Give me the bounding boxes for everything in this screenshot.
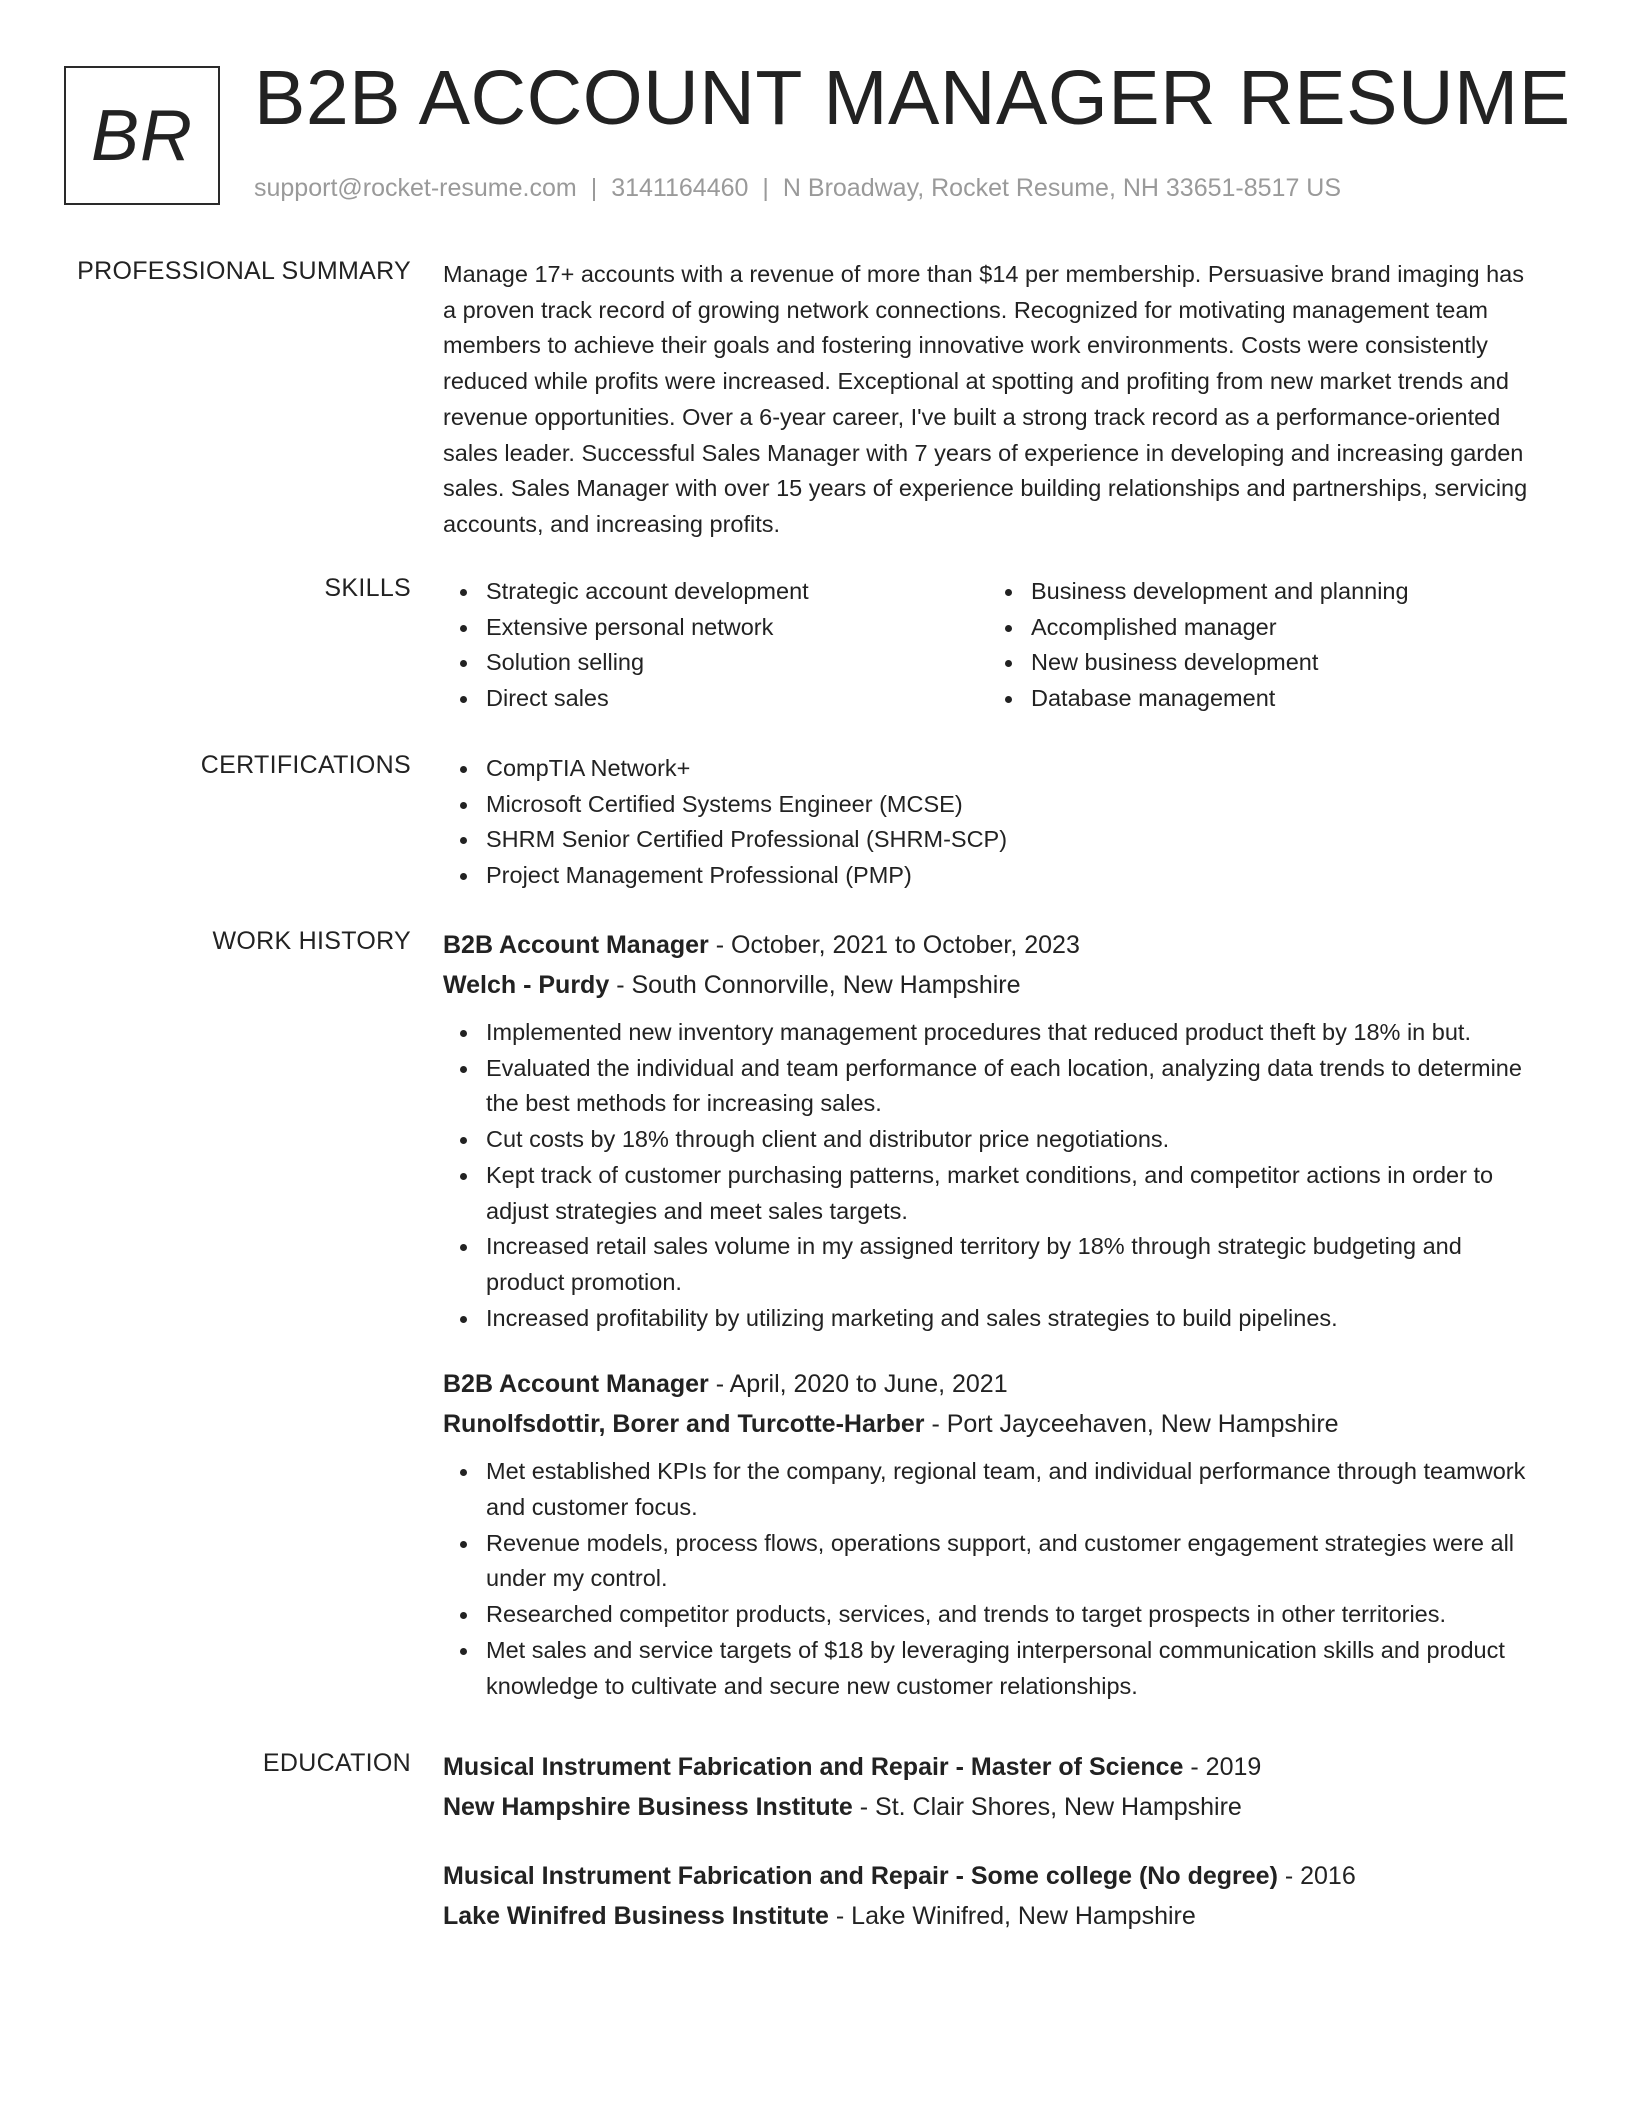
certifications-list xyxy=(443,751,1533,894)
section-heading: SKILLS xyxy=(324,574,411,602)
job-entry xyxy=(443,925,1533,1336)
job-bullet: Kept track of customer purchasing patterns, market conditions, and competitor actions in order to adjust strategies and meet sales targets. xyxy=(443,1158,1533,1229)
skill-item: New business development xyxy=(988,645,1533,681)
education-entry xyxy=(443,1747,1533,1827)
certification-item: Microsoft Certified Systems Engineer (MCSE) xyxy=(443,787,1533,823)
section-heading: CERTIFICATIONS xyxy=(200,751,411,779)
job-title-line xyxy=(443,1364,1533,1404)
job-bullets xyxy=(443,1454,1533,1704)
skill-item: Solution selling xyxy=(443,645,988,681)
certification-item: CompTIA Network+ xyxy=(443,751,1533,787)
skills-body xyxy=(443,574,1533,717)
certification-item: Project Management Professional (PMP) xyxy=(443,858,1533,894)
education-school: Lake Winifred Business Institute xyxy=(443,1902,829,1930)
certifications-body xyxy=(443,751,1533,894)
contact-email: support@rocket-resume.com xyxy=(254,174,577,202)
work-history-body xyxy=(443,925,1533,1704)
education-school-line xyxy=(443,1896,1533,1936)
certification-item: SHRM Senior Certified Professional (SHRM-SCP) xyxy=(443,822,1533,858)
job-bullet: Met established KPIs for the company, regional team, and individual performance through teamwork and customer focus. xyxy=(443,1454,1533,1525)
job-company: Runolfsdottir, Borer and Turcotte-Harber xyxy=(443,1410,925,1439)
skill-item: Accomplished manager xyxy=(988,610,1533,646)
skills-column-right xyxy=(988,574,1533,717)
section-heading: PROFESSIONAL SUMMARY xyxy=(77,257,411,285)
job-bullet: Increased retail sales volume in my assigned territory by 18% through strategic budgeting and product promotion. xyxy=(443,1229,1533,1300)
skill-item: Business development and planning xyxy=(988,574,1533,610)
section-heading: WORK HISTORY xyxy=(212,927,411,955)
resume-title: B2B ACCOUNT MANAGER RESUME xyxy=(254,55,1571,141)
job-bullet: Increased profitability by utilizing marketing and sales strategies to build pipelines. xyxy=(443,1301,1533,1337)
education-location: - St. Clair Shores, New Hampshire xyxy=(852,1793,1242,1821)
job-title-line xyxy=(443,925,1533,965)
job-bullets xyxy=(443,1015,1533,1336)
contact-separator: | xyxy=(590,174,598,202)
summary-text: Manage 17+ accounts with a revenue of more than $14 per membership. Persuasive brand imaging has a proven track record of growing network connections. Recognized for motivating management team members to achieve their goals and fostering innovative work environments. Costs were consistently reduced while profits were increased. Exceptional at spotting and profiting from new market trends and revenue opportunities. Over a 6-year career, I've built a strong track record as a performance-oriented sales leader. Successful Sales Manager with 7 years of experience in developing and increasing garden sales. Sales Manager with over 15 years of experience building relationships and partnerships, servicing accounts, and increasing profits. xyxy=(443,261,1528,537)
education-degree: Musical Instrument Fabrication and Repair - Master of Science xyxy=(443,1753,1184,1781)
education-body xyxy=(443,1747,1533,1936)
job-location: - South Connorville, New Hampshire xyxy=(609,971,1021,999)
contact-line xyxy=(254,174,1341,203)
monogram-initials: BR xyxy=(90,95,194,176)
contact-address: N Broadway, Rocket Resume, NH 33651-8517 US xyxy=(782,174,1342,202)
job-bullet: Cut costs by 18% through client and distributor price negotiations. xyxy=(443,1122,1533,1158)
job-location: - Port Jayceehaven, New Hampshire xyxy=(924,1410,1339,1439)
job-bullet: Met sales and service targets of $18 by leveraging interpersonal communication skills and product knowledge to cultivate and secure new customer relationships. xyxy=(443,1633,1533,1704)
job-title: B2B Account Manager xyxy=(443,931,709,959)
skill-item: Extensive personal network xyxy=(443,610,988,646)
education-degree-line xyxy=(443,1856,1533,1896)
education-school-line xyxy=(443,1787,1533,1827)
education-year: - 2019 xyxy=(1183,1753,1262,1781)
education-degree: Musical Instrument Fabrication and Repair - Some college (No degree) xyxy=(443,1862,1278,1890)
skill-item: Direct sales xyxy=(443,681,988,717)
job-company-line xyxy=(443,1404,1533,1444)
job-company-line xyxy=(443,965,1533,1005)
education-school: New Hampshire Business Institute xyxy=(443,1793,853,1821)
education-year: - 2016 xyxy=(1277,1862,1356,1890)
job-bullet: Revenue models, process flows, operations support, and customer engagement strategies were all under my control. xyxy=(443,1526,1533,1597)
job-title: B2B Account Manager xyxy=(443,1370,709,1399)
skill-item: Database management xyxy=(988,681,1533,717)
skill-item: Strategic account development xyxy=(443,574,988,610)
education-location: - Lake Winifred, New Hampshire xyxy=(828,1902,1196,1930)
job-dates: - October, 2021 to October, 2023 xyxy=(708,931,1080,959)
job-bullet: Researched competitor products, services, and trends to target prospects in other territories. xyxy=(443,1597,1533,1633)
job-company: Welch - Purdy xyxy=(443,971,610,999)
job-bullet: Implemented new inventory management procedures that reduced product theft by 18% in but. xyxy=(443,1015,1533,1051)
monogram-box xyxy=(64,66,220,205)
contact-separator: | xyxy=(762,174,769,202)
section-heading: EDUCATION xyxy=(262,1749,411,1777)
job-bullet: Evaluated the individual and team performance of each location, analyzing data trends to determine the best methods for increasing sales. xyxy=(443,1051,1533,1122)
job-dates: - April, 2020 to June, 2021 xyxy=(708,1370,1008,1399)
summary-body xyxy=(443,257,1533,543)
job-entry xyxy=(443,1364,1533,1704)
education-entry xyxy=(443,1856,1533,1936)
education-degree-line xyxy=(443,1747,1533,1787)
skills-column-left xyxy=(443,574,988,717)
contact-phone: 3141164460 xyxy=(611,174,749,202)
